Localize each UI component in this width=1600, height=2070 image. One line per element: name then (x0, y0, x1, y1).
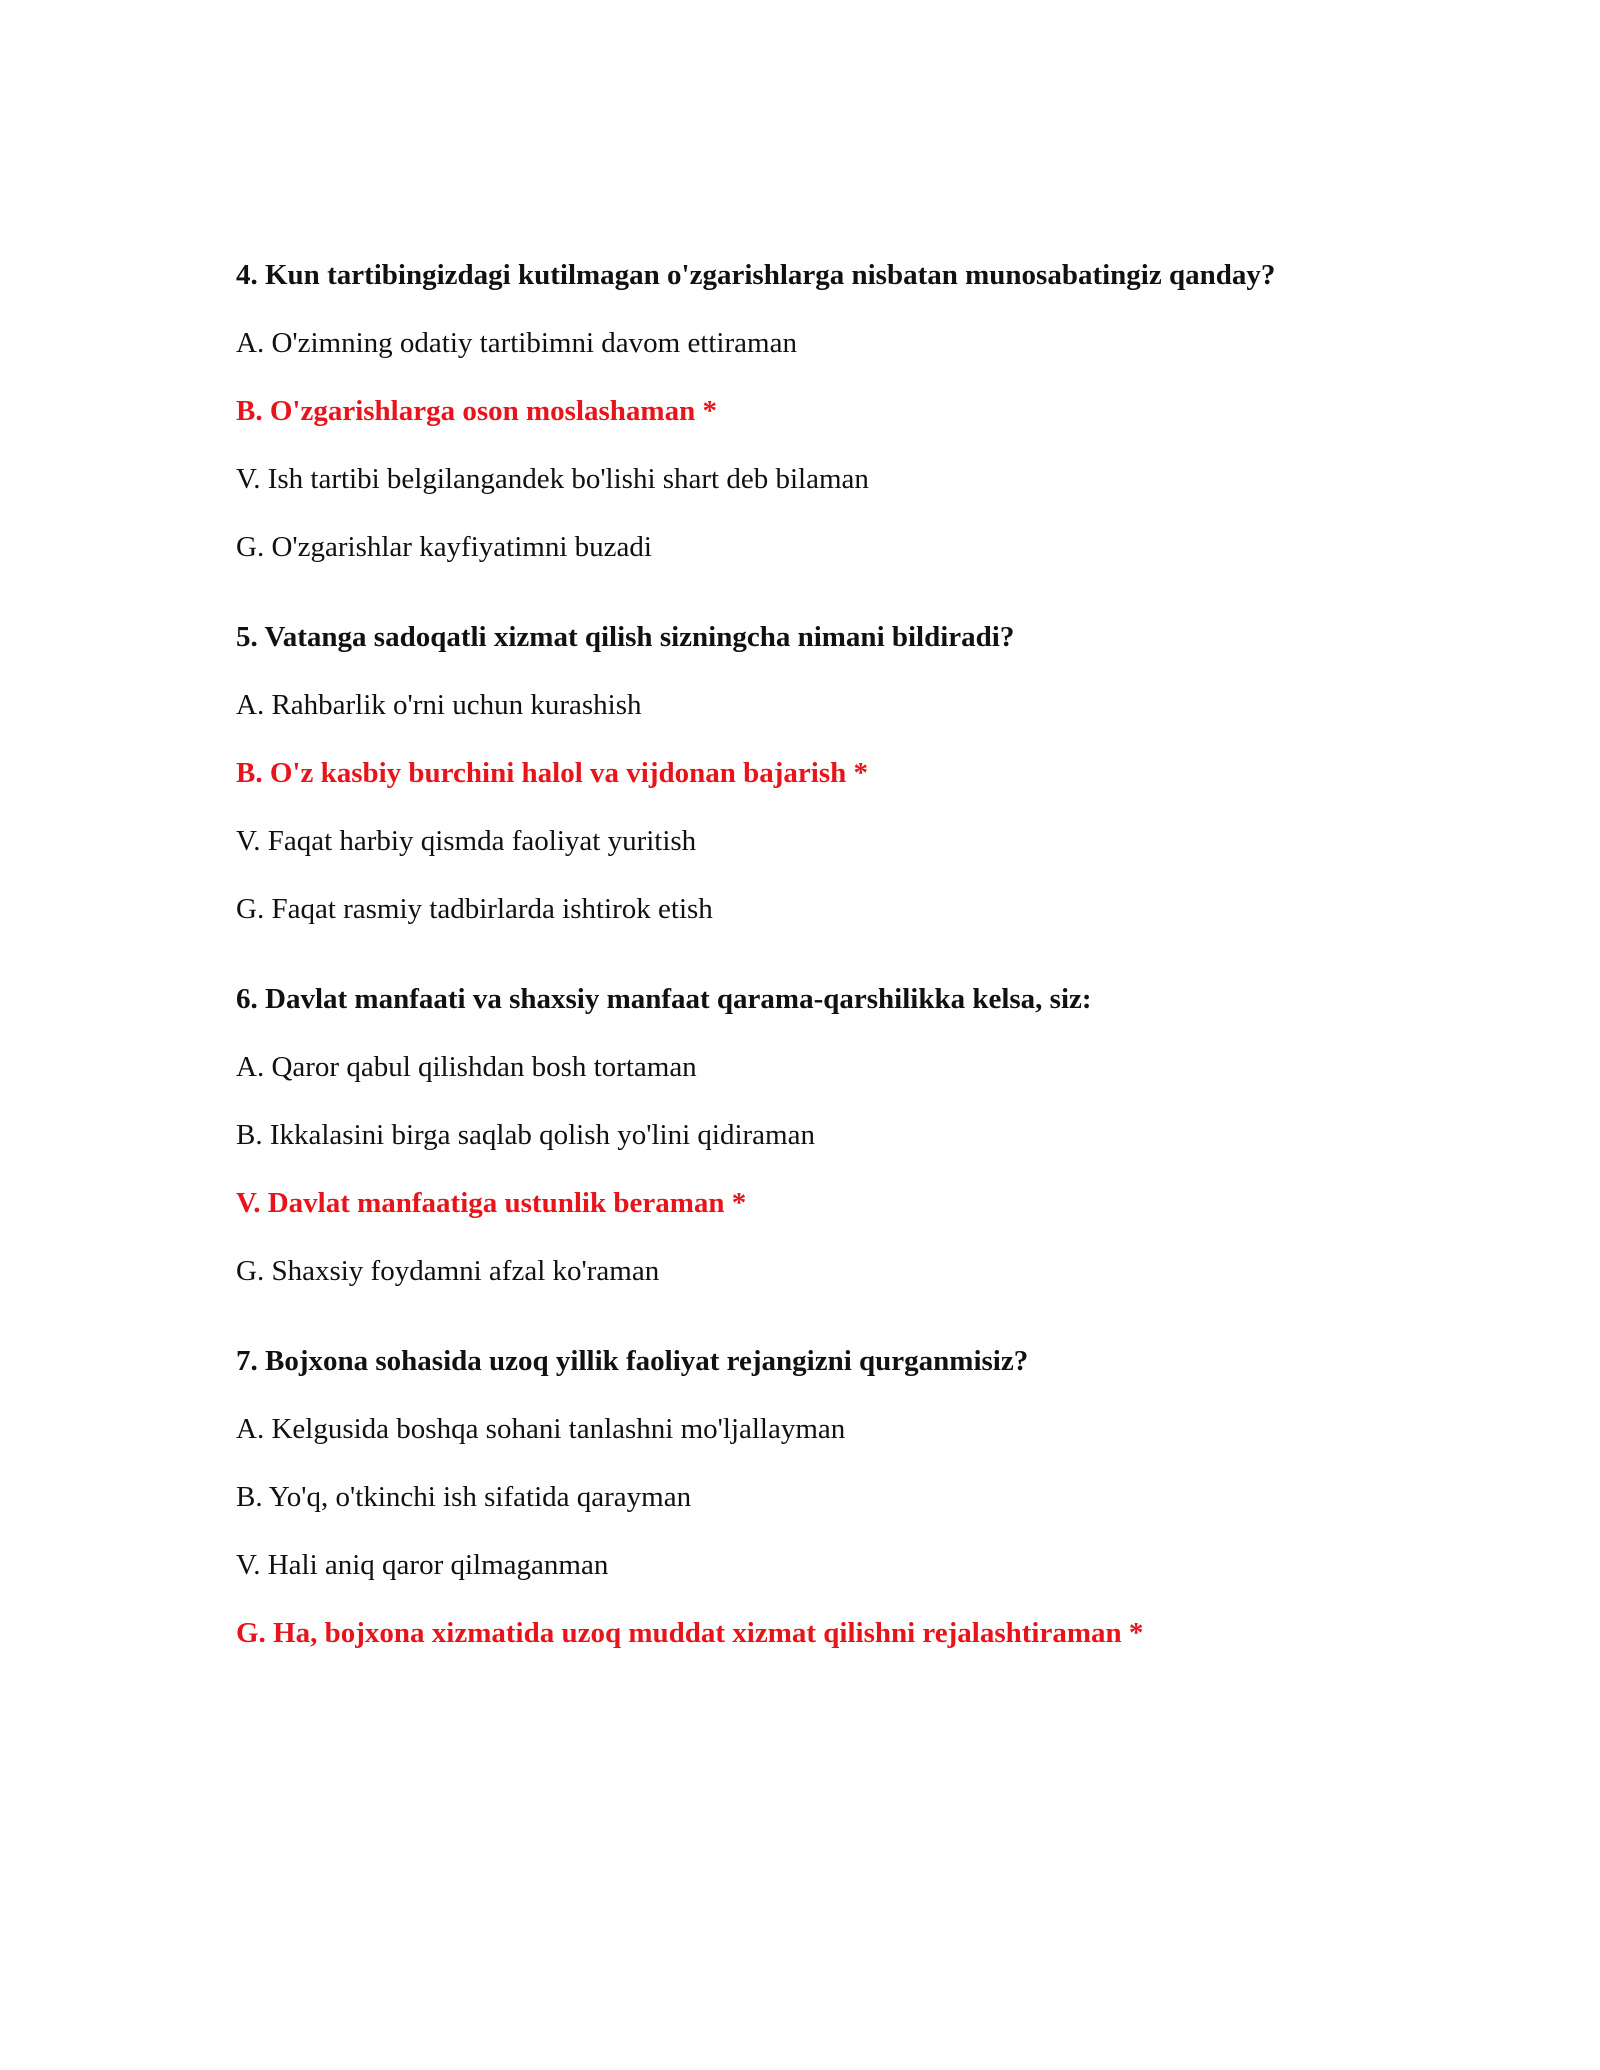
answer-option-b: B. O'z kasbiy burchini halol va vijdonan bajarish * (236, 757, 868, 789)
answer-option-g: G. Shaxsiy foydamni afzal ko'raman (236, 1255, 660, 1287)
question-title: 6. Davlat manfaati va shaxsiy manfaat qarama-qarshilikka kelsa, siz: (236, 983, 1092, 1015)
answer-option-b: B. Ikkalasini birga saqlab qolish yo'lini qidiraman (236, 1119, 815, 1151)
answer-option-g: G. Ha, bojxona xizmatida uzoq muddat xizmat qilishni rejalashtiraman * (236, 1617, 1144, 1649)
question-title: 7. Bojxona sohasida uzoq yillik faoliyat rejangizni qurganmisiz? (236, 1345, 1029, 1377)
answer-option-v: V. Ish tartibi belgilangandek bo'lishi shart deb bilaman (236, 463, 869, 495)
answer-option-g: G. O'zgarishlar kayfiyatimni buzadi (236, 531, 652, 563)
answer-option-v: V. Hali aniq qaror qilmaganman (236, 1549, 609, 1581)
question-block-5 (236, 620, 1536, 926)
answer-option-a: A. Qaror qabul qilishdan bosh tortaman (236, 1051, 697, 1083)
question-title: 4. Kun tartibingizdagi kutilmagan o'zgarishlarga nisbatan munosabatingiz qanday? (236, 259, 1276, 291)
answer-option-a: A. Rahbarlik o'rni uchun kurashish (236, 689, 642, 721)
answer-option-b: B. O'zgarishlarga oson moslashaman * (236, 395, 717, 427)
document-page (236, 258, 1536, 1706)
answer-option-g: G. Faqat rasmiy tadbirlarda ishtirok etish (236, 893, 713, 925)
question-block-7 (236, 1344, 1536, 1650)
question-block-4 (236, 258, 1536, 564)
question-block-6 (236, 982, 1536, 1288)
answer-option-v: V. Faqat harbiy qismda faoliyat yuritish (236, 825, 697, 857)
answer-option-b: B. Yo'q, o'tkinchi ish sifatida qarayman (236, 1481, 692, 1513)
answer-option-a: A. O'zimning odatiy tartibimni davom ettiraman (236, 327, 797, 359)
answer-option-v: V. Davlat manfaatiga ustunlik beraman * (236, 1187, 747, 1219)
question-title: 5. Vatanga sadoqatli xizmat qilish sizningcha nimani bildiradi? (236, 621, 1015, 653)
answer-option-a: A. Kelgusida boshqa sohani tanlashni mo'ljallayman (236, 1413, 846, 1445)
